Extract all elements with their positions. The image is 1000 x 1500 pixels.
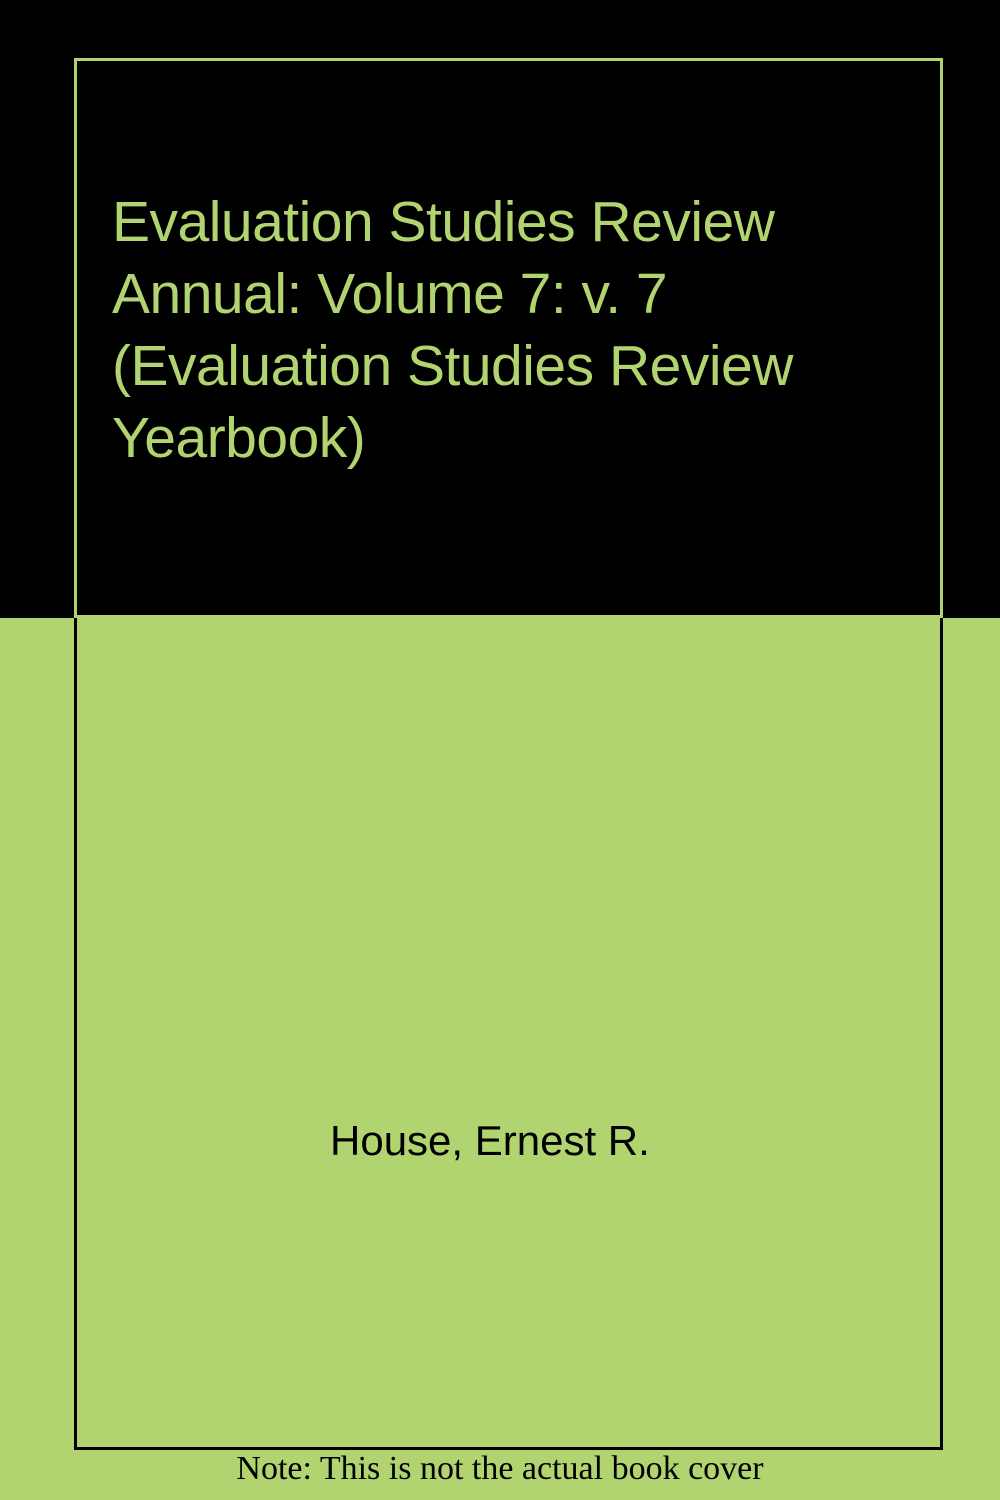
book-author: House, Ernest R. [330,1117,650,1164]
book-title: Evaluation Studies Review Annual: Volume 7: v. 7 (Evaluation Studies Review Yearbook) [112,190,793,470]
cover-disclaimer-note: Note: This is not the actual book cover [236,1450,764,1487]
